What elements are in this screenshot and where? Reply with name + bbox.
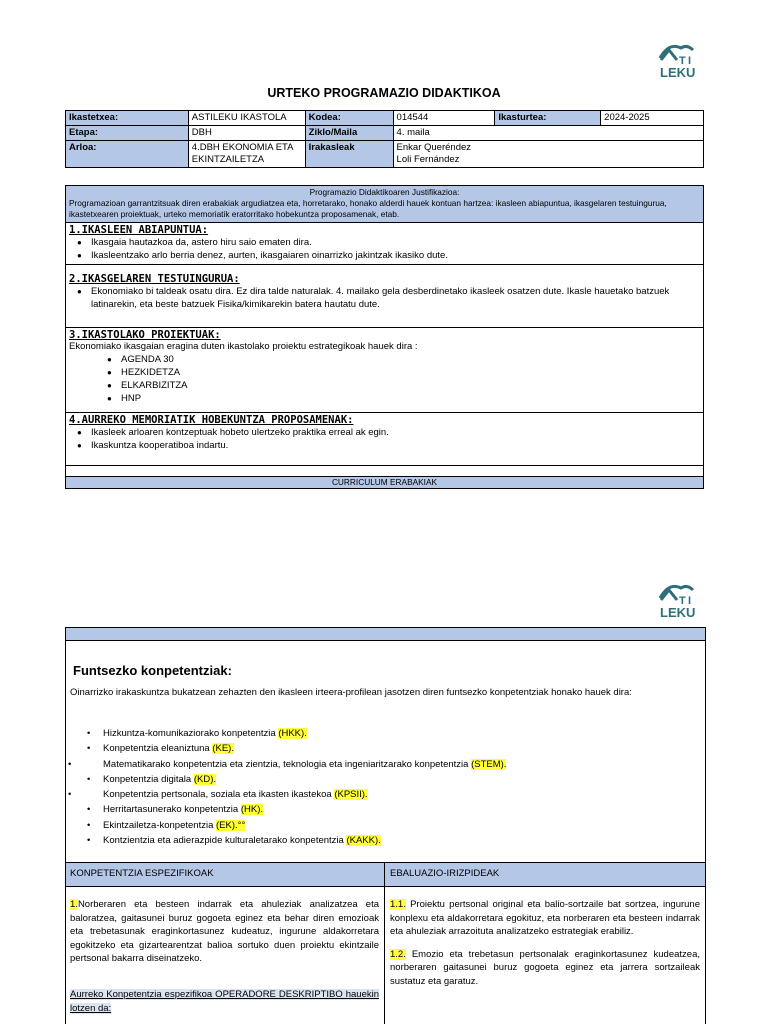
page-title: URTEKO PROGRAMAZIO DIDAKTIKOA [267,86,501,100]
empty-row [66,466,703,477]
list-item: ● Ikaskuntza kooperatiboa indartu. [91,439,700,452]
list-item: ● Ikasgaia hautazkoa da, astero hiru saio ematen dira. [91,236,700,249]
ikasturtea-label: Ikasturtea: [495,111,601,126]
competence-item: • Konpetentzia pertsonala, soziala eta ikasten ikastekoa (KPSII). [68,789,368,801]
astileku-logo-graphic [657,40,707,80]
justification-header [66,186,703,223]
section-abiapuntua [66,223,703,265]
col-header-ebaluazio: EBALUAZIO-IRIZPIDEAK [390,868,500,879]
list-item: ● HNP [121,392,700,405]
svg-text:T: T [679,595,686,607]
section-testuingurua [66,265,703,328]
svg-text:T: T [679,55,686,67]
list-item: ● HEZKIDETZA [121,366,700,379]
criterion-1-1: 1.1. Proiektu pertsonal original eta balio-sortzaile bat sortzea, ingurune konplexu eta aldakorretara egokituz, eta norberaren eta besteen indarrak eta ahuleziak arrazoituta analizatzeko estrategiak erabiliz. [390,899,700,938]
ikasturtea-value: 2024-2025 [601,111,704,126]
svg-text:I: I [688,55,692,67]
section-hobekuntza [66,413,703,466]
competences-title: Funtsezko konpetentziak: [73,663,232,678]
irakasle-1: Enkar Queréndez [396,142,472,153]
list-item: ● Ekonomiako bi taldeak osatu dira. Ez dira talde naturalak. 4. mailako gela desberdinetako ikasleek osatzen dute. Ikasle hauetako batzuek latinarekin, eta beste batzuek Fisika/kimikarekin batera hautatu dute. [91,285,700,311]
col-header-konpetentzia: KONPETENTZIA ESPEZIFIKOAK [70,868,214,879]
arloa-value [188,141,305,168]
competences-box [65,627,706,1024]
criterion-1-2: 1.2. Emozio eta trebetasun pertsonalak eraginkortasunez kudeatzea, norberaren gaitasunei buruz gogoeta eginez eta jarrera sortzaileak sustatuz eta garatuz. [390,948,700,987]
section-heading: 3.IKASTOLAKO PROIEKTUAK: [69,329,221,341]
competence-item: • Ekintzailetza-konpetentzia (EK).°° [87,819,246,831]
competences-table-header [66,862,705,887]
competence-item: • Herritartasunerako konpetentzia (HK). [87,804,263,816]
svg-text:LEKU: LEKU [660,605,696,620]
kodea-value: 014544 [393,111,495,126]
competence-item: • Konpetentzia eleaniztuna (KE). [87,743,234,755]
arloa-label: Arloa: [66,141,189,168]
etapa-label: Etapa: [66,126,189,141]
astileku-logo [657,580,707,620]
competences-header-bar [66,627,705,641]
competence-item: • Matematikarako konpetentzia eta zientzia, teknologia eta ingeniaritzarako konpetentzia (STEM). [68,758,507,770]
astileku-logo [657,40,707,80]
list-item: ● Ikasleentzako arlo berria denez, aurten, ikasgaiaren oinarrizko jakintzak ikasiko dute. [91,249,700,262]
column-divider [384,862,385,1024]
competence-item: • Konpetentzia digitala (KD). [87,773,217,785]
justification-title: Programazio Didaktikoaren Justifikazioa: [309,187,460,197]
section-intro: Ekonomiako ikasgaian eragina duten ikastolako proiektu estrategikoak hauek dira : [69,341,418,352]
list-item: ● AGENDA 30 [121,353,700,366]
section-heading: 1.IKASLEEN ABIAPUNTUA: [69,224,209,236]
svg-text:I: I [688,595,692,607]
arloa-line-1: 4.DBH EKONOMIA ETA [191,142,294,153]
ikastetxea-value: ASTILEKU IKASTOLA [188,111,305,126]
section-heading: 2.IKASGELAREN TESTUINGURUA: [69,273,240,285]
svg-text:LEKU: LEKU [660,65,696,80]
list-item: ● ELKARBIZITZA [121,379,700,392]
justification-text: Programazioan garrantzitsuak diren erabakiak argudiatzea eta, horretarako, honako alderdi hauek kontuan hartzea: ikasleen abiapuntua, ikasgelaren testuingurua, ikastetxearen proiektuak, urteko memoriatik eratorritako hobekuntza proposamenak, etab. [69,198,667,219]
kodea-label: Kodea: [305,111,393,126]
competences-intro: Oinarrizko irakaskuntza bukatzean zehazten den ikasleen irteera-profilean jasotzen diren funtsezko konpetentziak honako hauek dira: [70,687,632,698]
specific-competence-text: 1.Norberaren eta besteen indarrak eta ahuleziak analizatzea eta baloratzea, gaitasunei buruz gogoeta eginez eta behar diren emozioak eta trebetasunak eraginkortasunez kudeatuz, ingurune aldakorretara egokitzeko eta gizartearentzat balioa sortuko duen proiektu ekintzaile pertsonal bakarra diseinatzeko. [70,899,379,965]
section-heading: 4.AURREKO MEMORIATIK HOBEKUNTZA PROPOSAMENAK: [69,414,354,426]
ikastetxea-label: Ikastetxea: [66,111,189,126]
school-info-table [65,110,704,168]
irakasle-2: Loli Fernández [396,154,460,165]
list-item: ● Ikasleek arloaren kontzeptuak hobeto ulertzeko praktika erreal ak egin. [91,426,700,439]
zikloa-label: Ziklo/Maila [305,126,393,141]
specific-competence-cell [70,898,379,1024]
evaluation-criteria-cell [390,898,700,998]
competence-item: • Kontzientzia eta adierazpide kulturaletarako konpetentzia (KAKK). [87,835,381,847]
etapa-value: DBH [188,126,305,141]
arloa-line-2: EKINTZAILETZA [191,154,265,165]
astileku-logo-graphic [657,580,707,620]
section-proiektuak [66,328,703,413]
operator-descriptor-link[interactable]: Aurreko Konpetentzia espezifikoa OPERADORE DESKRIPTIBO hauekin lotzen da: [70,988,379,1014]
irakasleak-value [393,141,703,168]
curriculum-erabakiak-bar: CURRICULUM ERABAKIAK [66,477,703,488]
competence-item: • Hizkuntza-komunikaziorako konpetentzia (HKK). [87,728,307,739]
irakasleak-label: Irakasleak [305,141,393,168]
justification-box [65,185,704,489]
zikloa-value: 4. maila [393,126,703,141]
competences-list [66,726,506,848]
